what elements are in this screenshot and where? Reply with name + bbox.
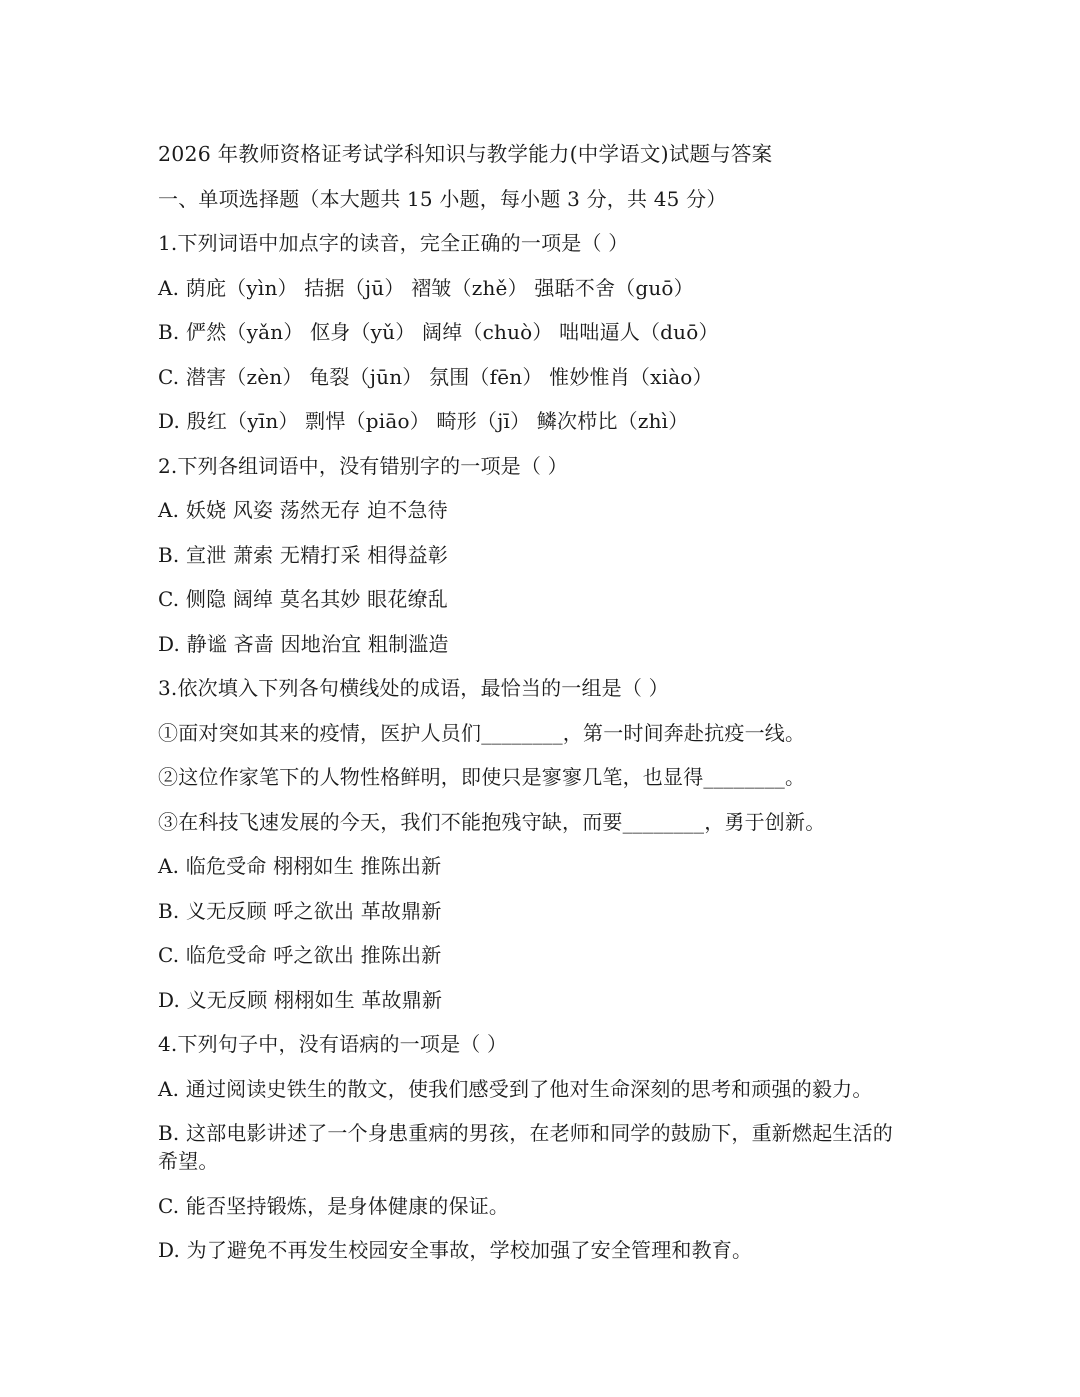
option-a: A. 临危受命 栩栩如生 推陈出新 [158,854,442,878]
option-d: D. 义无反顾 栩栩如生 革故鼎新 [158,987,443,1012]
option-d: D. 静谧 吝啬 因地治宜 粗制滥造 [158,631,449,656]
option-c: C. 临危受命 呼之欲出 推陈出新 [158,943,442,967]
option-a: A. 通过阅读史铁生的散文，使我们感受到了他对生命深刻的思考和顽强的毅力。 [158,1076,873,1101]
section-heading: 一、单项选择题（本大题共 15 小题，每小题 3 分，共 45 分） [158,186,727,211]
question-stem: 1.下列词语中加点字的读音，完全正确的一项是（ ） [158,231,629,255]
question-stem: 3.依次填入下列各句横线处的成语，最恰当的一组是（ ） [158,676,669,700]
option-d: D. 为了避免不再发生校园安全事故，学校加强了安全管理和教育。 [158,1238,753,1262]
fill-blank-sentence-1: ①面对突如其来的疫情，医护人员们________，第一时间奔赴抗疫一线。 [158,720,806,745]
option-c: C. 能否坚持锻炼，是身体健康的保证。 [158,1193,510,1218]
fill-blank-sentence-3: ③在科技飞速发展的今天，我们不能抱残守缺，而要________，勇于创新。 [158,809,826,834]
document-title: 2026 年教师资格证考试学科知识与教学能力(中学语文)试题与答案 [158,142,773,166]
option-b: B. 俨然（yǎn） 伛身（yǔ） 阔绰（chuò） 咄咄逼人（duō） [158,320,719,344]
option-a: A. 荫庇（yìn） 拮据（jū） 褶皱（zhě） 强聒不舍（guō） [158,275,694,300]
option-d: D. 殷红（yīn） 剽悍（piāo） 畸形（jī） 鳞次栉比（zhì） [158,409,689,433]
option-c: C. 侧隐 阔绰 莫名其妙 眼花缭乱 [158,587,448,611]
option-a: A. 妖娆 风姿 荡然无存 迫不急待 [158,498,448,522]
option-b: B. 这部电影讲述了一个身患重病的男孩，在老师和同学的鼓励下，重新燃起生活的希望。 [158,1121,894,1173]
option-b: B. 宣泄 萧索 无精打采 相得益彰 [158,542,449,567]
question-stem: 4.下列句子中，没有语病的一项是（ ） [158,1032,508,1056]
question-stem: 2.下列各组词语中，没有错别字的一项是（ ） [158,453,568,478]
option-b: B. 义无反顾 呼之欲出 革故鼎新 [158,898,442,923]
fill-blank-sentence-2: ②这位作家笔下的人物性格鲜明，即使只是寥寥几笔，也显得________。 [158,765,806,789]
option-c: C. 潜害（zèn） 龟裂（jūn） 氛围（fēn） 惟妙惟肖（xiào） [158,364,713,389]
exam-page [158,140,918,1281]
